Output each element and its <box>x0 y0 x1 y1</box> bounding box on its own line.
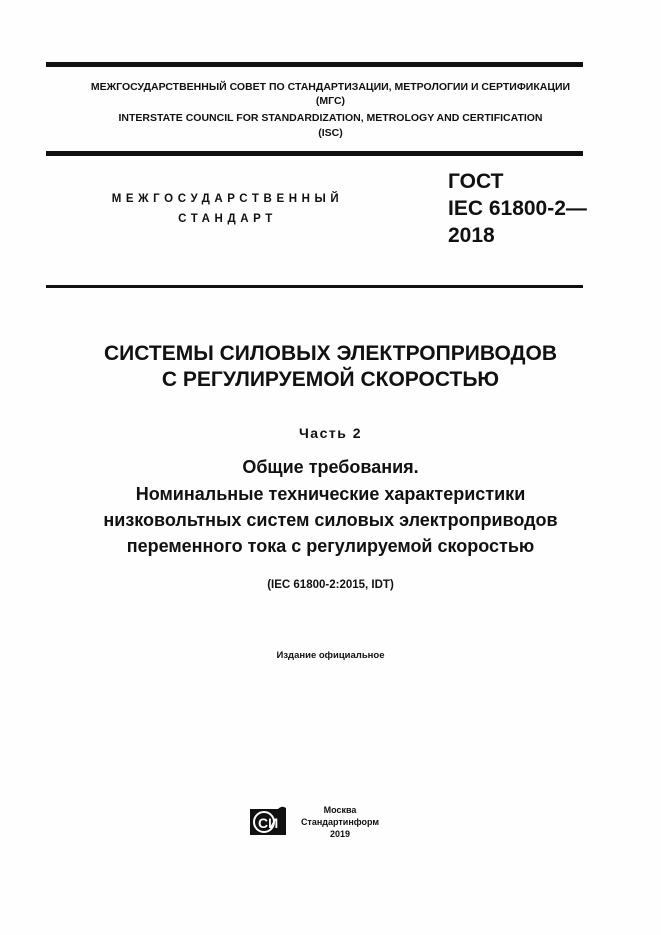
middle-rule <box>46 151 583 156</box>
top-rule <box>46 62 583 67</box>
council-en: INTERSTATE COUNCIL FOR STANDARDIZATION, METROLOGY AND CERTIFICATION <box>118 112 543 124</box>
title-line2: С РЕГУЛИРУЕМОЙ СКОРОСТЬЮ <box>161 368 500 391</box>
edition-label: Издание официальное <box>276 650 385 661</box>
designation-number: IEC 61800-2— <box>448 197 587 220</box>
subtitle-line3: низковольтных систем силовых электроприводов <box>103 510 558 530</box>
publisher-name: Стандартинформ <box>300 817 380 827</box>
subtitle-line2: Номинальные технические характеристики <box>135 484 526 504</box>
designation-gost: ГОСТ <box>448 170 504 193</box>
subtitle-line4: переменного тока с регулируемой скоростью <box>126 536 535 556</box>
standartinform-logo <box>248 805 288 837</box>
council-en-abbr: (ISC) <box>318 127 343 139</box>
standard-type-line1: МЕЖГОСУДАРСТВЕННЫЙ <box>111 193 344 205</box>
publisher-year: 2019 <box>329 829 351 839</box>
iec-reference: (IEC 61800-2:2015, IDT) <box>267 579 394 591</box>
bottom-rule <box>46 285 583 288</box>
council-ru-abbr: (МГС) <box>315 95 346 107</box>
part-number: Часть 2 <box>298 425 363 441</box>
svg-text:СИ: СИ <box>258 815 279 831</box>
standard-type-line2: СТАНДАРТ <box>178 213 277 225</box>
designation-year: 2018 <box>448 224 495 247</box>
title-line1: СИСТЕМЫ СИЛОВЫХ ЭЛЕКТРОПРИВОДОВ <box>104 342 557 365</box>
publisher-city: Москва <box>323 805 357 815</box>
council-ru: МЕЖГОСУДАРСТВЕННЫЙ СОВЕТ ПО СТАНДАРТИЗАЦИИ, МЕТРОЛОГИИ И СЕРТИФИКАЦИИ <box>90 81 571 93</box>
subtitle-line1: Общие требования. <box>242 457 419 477</box>
